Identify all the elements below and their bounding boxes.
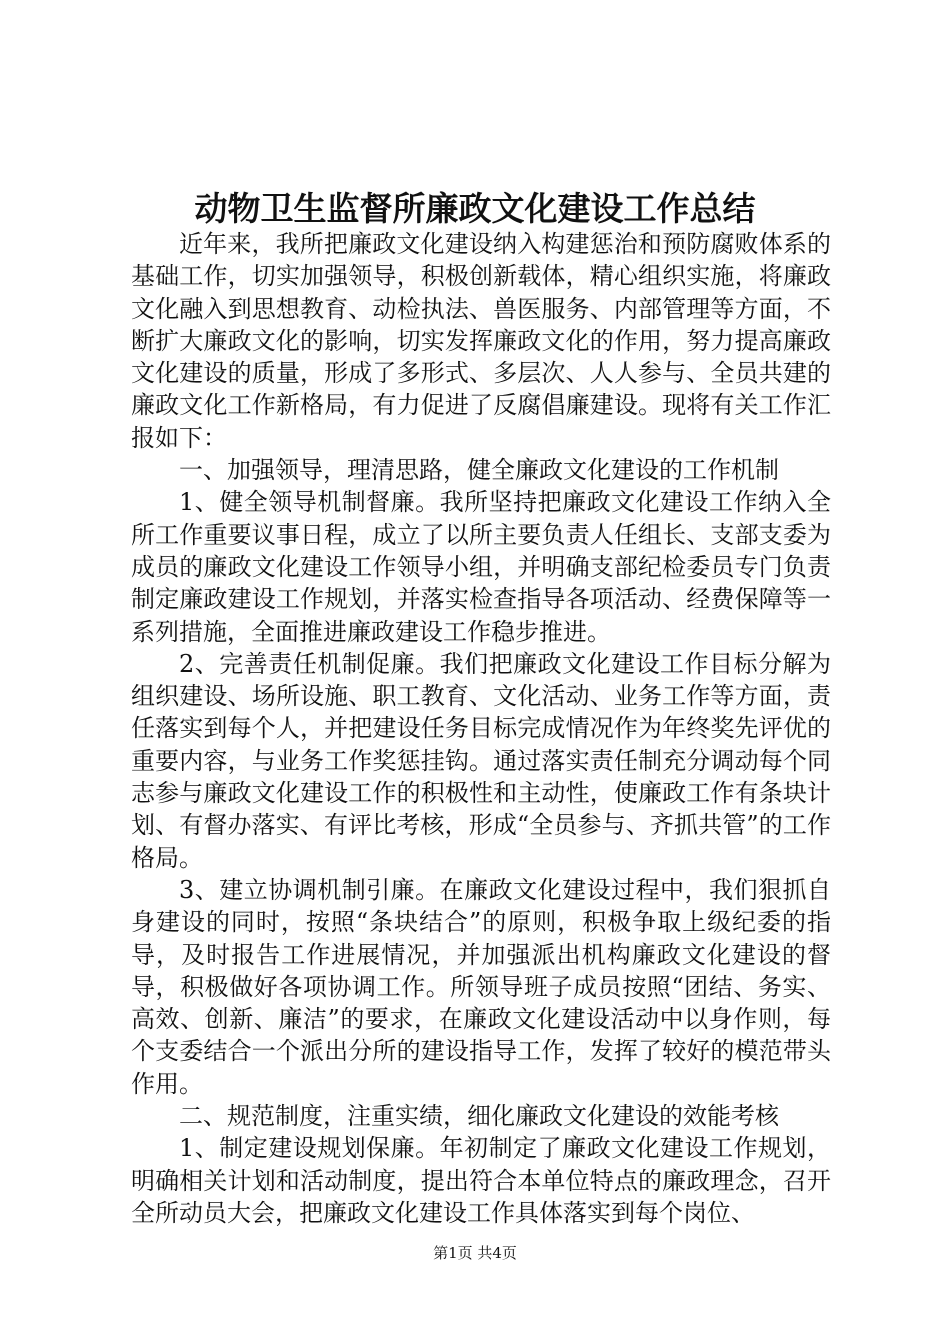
paragraph-item: 1、制定建设规划保廉。年初制定了廉政文化建设工作规划，明确相关计划和活动制度，提出符合本单位特点的廉政理念，召开全所动员大会，把廉政文化建设工作具体落实到每个岗位、 bbox=[131, 1134, 831, 1227]
paragraph-item: 3、建立协调机制引廉。在廉政文化建设过程中，我们狠抓自身建设的同时，按照“条块结合”的原则，积极争取上级纪委的指导，及时报告工作进展情况，并加强派出机构廉政文化建设的督导，积极做好各项协调工作。所领导班子成员按照“团结、务实、高效、创新、廉洁”的要求，在廉政文化建设活动中以身作则，每个支委结合一个派出分所的建设指导工作，发挥了较好的模范带头作用。 bbox=[131, 875, 831, 1098]
paragraph-intro: 近年来，我所把廉政文化建设纳入构建惩治和预防腐败体系的基础工作，切实加强领导，积极创新载体，精心组织实施，将廉政文化融入到思想教育、动检执法、兽医服务、内部管理等方面，不断扩大廉政文化的影响，切实发挥廉政文化的作用，努力提高廉政文化建设的质量，形成了多形式、多层次、人人参与、全员共建的廉政文化工作新格局，有力促进了反腐倡廉建设。现将有关工作汇报如下： bbox=[131, 230, 831, 452]
section-heading-1: 一、加强领导，理清思路，健全廉政文化建设的工作机制 bbox=[179, 456, 779, 485]
paragraph-item: 2、完善责任机制促廉。我们把廉政文化建设工作目标分解为组织建设、场所设施、职工教育、文化活动、业务工作等方面，责任落实到每个人，并把建设任务目标完成情况作为年终奖先评优的重要内容，与业务工作奖惩挂钩。通过落实责任制充分调动每个同志参与廉政文化建设工作的积极性和主动性，使廉政工作有条块计划、有督办落实、有评比考核，形成“全员参与、齐抓共管”的工作格局。 bbox=[131, 649, 831, 872]
document-body bbox=[131, 228, 831, 1229]
document-title: 动物卫生监督所廉政文化建设工作总结 bbox=[194, 189, 756, 228]
page-number-footer: 第1页 共4页 bbox=[433, 1244, 517, 1262]
section-heading-2: 二、规范制度，注重实绩，细化廉政文化建设的效能考核 bbox=[179, 1102, 779, 1131]
paragraph-item: 1、健全领导机制督廉。我所坚持把廉政文化建设工作纳入全所工作重要议事日程，成立了以所主要负责人任组长、支部支委为成员的廉政文化建设工作领导小组，并明确支部纪检委员专门负责制定廉政建设工作规划，并落实检查指导各项活动、经费保障等一系列措施，全面推进廉政建设工作稳步推进。 bbox=[131, 488, 831, 646]
